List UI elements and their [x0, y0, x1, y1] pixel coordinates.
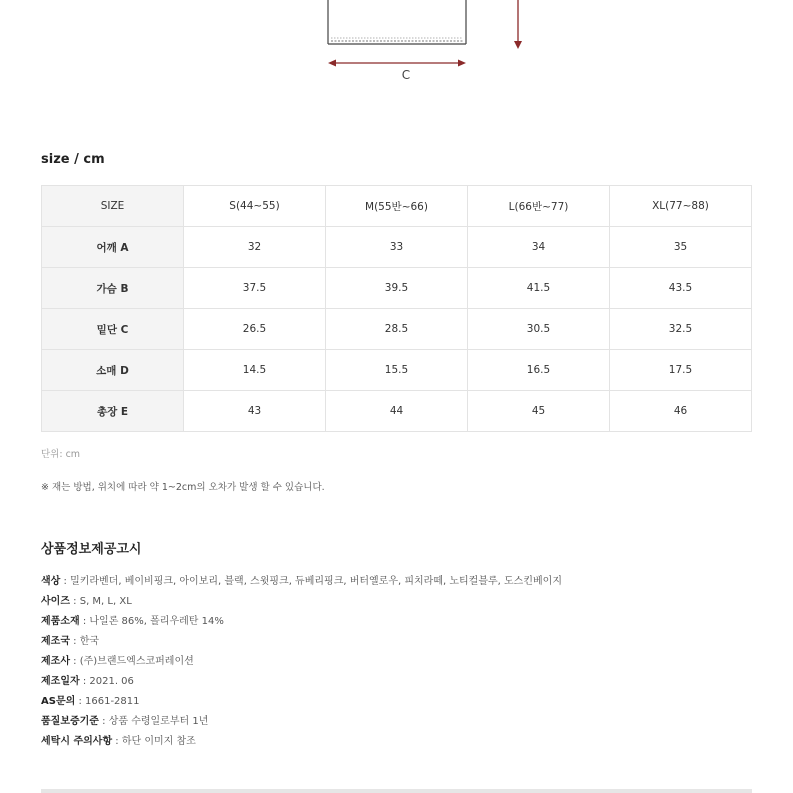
- table-row: [42, 227, 752, 268]
- table-row: [42, 309, 752, 350]
- product-notice-list: [41, 572, 562, 752]
- list-item: 제조국 : 한국: [41, 636, 100, 647]
- table-cell: 33: [326, 227, 468, 268]
- notice-value: 밀키라벤더, 베이비핑크, 아이보리, 블랙, 스윗핑크, 듀베리핑크, 버터옐로우, 피치라떼, 노티컬블루, 도스킨베이지: [70, 576, 562, 587]
- list-item: 세탁시 주의사항 : 하단 이미지 참조: [41, 736, 196, 747]
- list-item: 제조사 : (주)브랜드엑스코퍼레이션: [41, 656, 194, 667]
- notice-value: 2021. 06: [89, 676, 134, 687]
- table-cell: 15.5: [326, 350, 468, 391]
- table-cell: 39.5: [326, 268, 468, 309]
- row-label: 총장 E: [42, 391, 184, 432]
- table-cell: 30.5: [468, 309, 610, 350]
- size-header-cell: SIZE: [42, 186, 184, 227]
- table-cell: 26.5: [184, 309, 326, 350]
- table-row: [42, 268, 752, 309]
- size-header-cell: L(66반~77): [468, 186, 610, 227]
- notice-key: 제조사: [41, 656, 70, 667]
- table-cell: 14.5: [184, 350, 326, 391]
- measurement-diagram: [0, 0, 793, 90]
- notice-key: 제조국: [41, 636, 70, 647]
- list-item: 색상 : 밀키라벤더, 베이비핑크, 아이보리, 블랙, 스윗핑크, 듀베리핑크, 버터옐로우, 피치라떼, 노티컬블루, 도스킨베이지: [41, 576, 562, 587]
- table-cell: 35: [610, 227, 752, 268]
- table-cell: 32.5: [610, 309, 752, 350]
- bottom-divider: [41, 789, 752, 793]
- notice-key: 품질보증기준: [41, 716, 99, 727]
- notice-key: 사이즈: [41, 596, 70, 607]
- notice-key: 제조일자: [41, 676, 80, 687]
- notice-key: 제품소재: [41, 616, 80, 627]
- hem-width-arrow: [328, 60, 466, 67]
- table-cell: 32: [184, 227, 326, 268]
- notice-value: 나일론 86%, 폴리우레탄 14%: [89, 616, 224, 627]
- row-label: 어깨 A: [42, 227, 184, 268]
- hem-width-label: C: [401, 68, 411, 82]
- table-cell: 46: [610, 391, 752, 432]
- table-cell: 45: [468, 391, 610, 432]
- table-cell: 44: [326, 391, 468, 432]
- garment-hem-illustration: [328, 0, 466, 44]
- list-item: 품질보증기준 : 상품 수령일로부터 1년: [41, 716, 209, 727]
- list-item: 제품소재 : 나일론 86%, 폴리우레탄 14%: [41, 616, 224, 627]
- notice-key: 색상: [41, 576, 61, 587]
- notice-value: 1661-2811: [85, 696, 140, 707]
- size-header-cell: XL(77~88): [610, 186, 752, 227]
- notice-key: AS문의: [41, 696, 76, 707]
- size-section-title: size / cm: [41, 152, 105, 167]
- product-notice-title: 상품정보제공고시: [41, 542, 142, 557]
- list-item: 사이즈 : S, M, L, XL: [41, 596, 132, 607]
- row-label: 가슴 B: [42, 268, 184, 309]
- notice-value: S, M, L, XL: [79, 596, 132, 607]
- table-row: [42, 350, 752, 391]
- size-table: [41, 185, 752, 432]
- table-cell: 28.5: [326, 309, 468, 350]
- notice-value: (주)브랜드엑스코퍼레이션: [79, 656, 194, 667]
- table-cell: 41.5: [468, 268, 610, 309]
- notice-value: 상품 수령일로부터 1년: [108, 716, 209, 727]
- length-arrow: [514, 0, 522, 49]
- measurement-caution-note: ※ 재는 방법, 위치에 따라 약 1~2cm의 오차가 발생 할 수 있습니다.: [41, 482, 325, 493]
- table-cell: 34: [468, 227, 610, 268]
- notice-value: 하단 이미지 참조: [121, 736, 196, 747]
- unit-note: 단위: cm: [41, 449, 81, 460]
- size-header-cell: M(55반~66): [326, 186, 468, 227]
- row-label: 밑단 C: [42, 309, 184, 350]
- list-item: 제조일자 : 2021. 06: [41, 676, 134, 687]
- table-cell: 17.5: [610, 350, 752, 391]
- table-cell: 16.5: [468, 350, 610, 391]
- notice-value: 한국: [79, 636, 100, 647]
- size-header-cell: S(44~55): [184, 186, 326, 227]
- table-cell: 37.5: [184, 268, 326, 309]
- table-row: [42, 391, 752, 432]
- size-table-header-row: [42, 186, 752, 227]
- notice-key: 세탁시 주의사항: [41, 736, 113, 747]
- row-label: 소매 D: [42, 350, 184, 391]
- table-cell: 43: [184, 391, 326, 432]
- list-item: AS문의 : 1661-2811: [41, 696, 140, 707]
- table-cell: 43.5: [610, 268, 752, 309]
